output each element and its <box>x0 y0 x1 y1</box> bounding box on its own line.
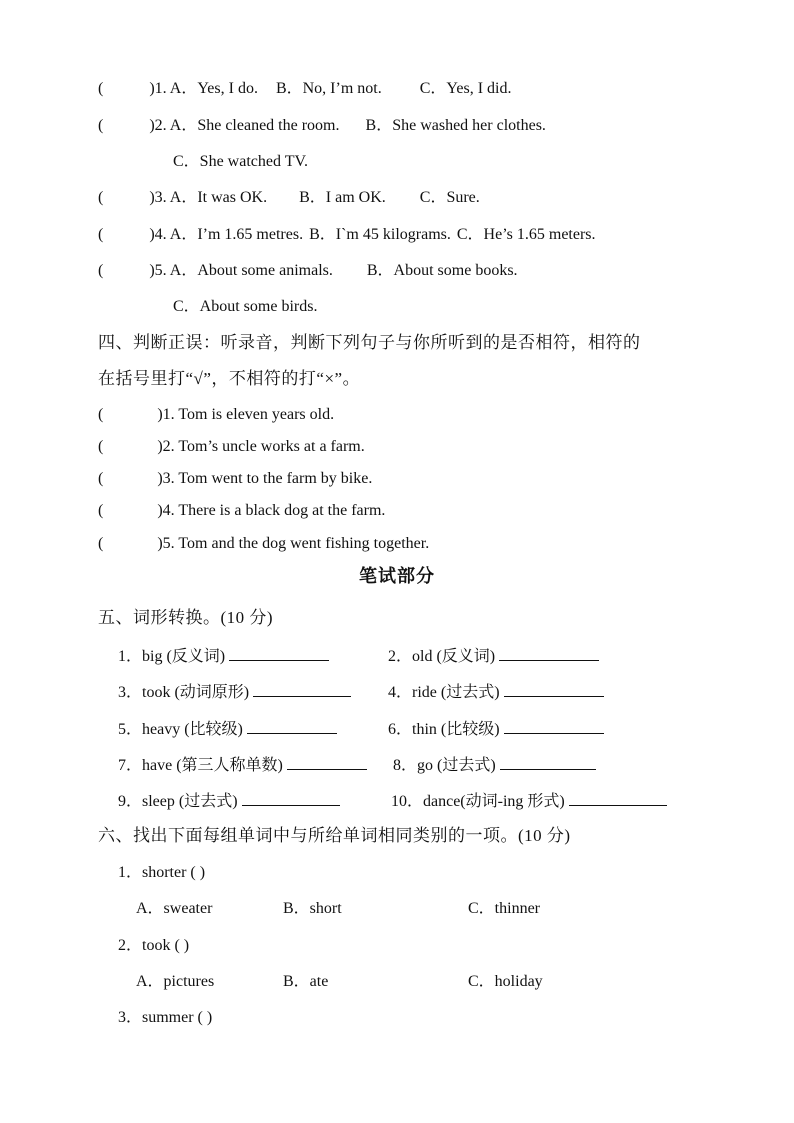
option-a: )3. A．It was OK. <box>149 189 268 206</box>
section5-heading: 五、词形转换。(10 分) <box>98 608 274 627</box>
answer-blank[interactable] <box>499 645 599 661</box>
category-stem[interactable]: 2．took ( ) <box>118 937 190 954</box>
word-form-item: 3．took (动词原形) <box>118 681 351 703</box>
answer-paren[interactable]: ( <box>98 189 104 206</box>
option-c: C．He’s 1.65 meters. <box>456 226 596 243</box>
category-stem[interactable]: 1．shorter ( ) <box>118 864 206 881</box>
option-b: B．I`m 45 kilograms. <box>309 226 451 243</box>
q3-5-c <box>173 297 317 317</box>
section4-heading: 四、判断正误：听录音，判断下列句子与你所听到的是否相符，相符的 <box>98 333 641 352</box>
option-b: B．About some books. <box>366 262 518 279</box>
judge-item <box>98 534 429 554</box>
judge-item <box>98 405 334 425</box>
category-stem[interactable]: 3．summer ( ) <box>118 1009 213 1026</box>
category-option-b: B．short <box>283 900 342 917</box>
option-c: C．Sure. <box>419 189 480 206</box>
category-option-a: A．pictures <box>136 973 215 990</box>
category-option-c: C．holiday <box>468 973 543 990</box>
statement: )4. There is a black dog at the farm. <box>157 502 386 519</box>
option-b: B．I am OK. <box>299 189 386 206</box>
answer-paren[interactable]: ( <box>98 502 104 519</box>
q3-1 <box>98 79 511 99</box>
q3-2 <box>98 116 546 136</box>
word-form-item: 6．thin (比较级) <box>388 718 604 740</box>
answer-blank[interactable] <box>504 718 604 734</box>
answer-blank[interactable] <box>500 754 596 770</box>
q3-5 <box>98 261 518 281</box>
word-form-item: 4．ride (过去式) <box>388 681 604 703</box>
category-option-c: C．thinner <box>468 900 540 917</box>
category-option-b: B．ate <box>283 973 329 990</box>
answer-paren[interactable]: ( <box>98 406 104 423</box>
judge-item <box>98 469 372 489</box>
statement: )2. Tom’s uncle works at a farm. <box>157 438 365 455</box>
word-form-item: 2．old (反义词) <box>388 645 599 667</box>
statement: )3. Tom went to the farm by bike. <box>157 470 373 487</box>
answer-paren[interactable]: ( <box>98 438 104 455</box>
answer-paren[interactable]: ( <box>98 117 104 134</box>
option-a: )5. A．About some animals. <box>149 262 333 279</box>
option-c: C．Yes, I did. <box>419 80 512 97</box>
option-c: C．About some birds. <box>173 298 318 315</box>
answer-paren[interactable]: ( <box>98 80 104 97</box>
option-c: C．She watched TV. <box>173 153 308 170</box>
answer-blank[interactable] <box>253 681 351 697</box>
answer-blank[interactable] <box>247 718 337 734</box>
word-form-item: 1．big (反义词) <box>118 645 329 667</box>
answer-paren[interactable]: ( <box>98 226 104 243</box>
section4-heading-cont: 在括号里打“√”，不相符的打“×”。 <box>98 369 361 388</box>
answer-paren[interactable]: ( <box>98 470 104 487</box>
word-form-item: 8．go (过去式) <box>393 754 596 776</box>
written-part-title: 笔试部分 <box>359 566 435 587</box>
option-b: B．No, I’m not. <box>275 80 382 97</box>
answer-blank[interactable] <box>287 754 367 770</box>
word-form-item: 5．heavy (比较级) <box>118 718 337 740</box>
option-a: )2. A．She cleaned the room. <box>149 117 340 134</box>
judge-item <box>98 501 385 521</box>
answer-paren[interactable]: ( <box>98 535 104 552</box>
answer-paren[interactable]: ( <box>98 262 104 279</box>
statement: )5. Tom and the dog went fishing together. <box>157 535 430 552</box>
answer-blank[interactable] <box>569 790 667 806</box>
section6-heading: 六、找出下面每组单词中与所给单词相同类别的一项。(10 分) <box>98 826 571 845</box>
word-form-item: 7．have (第三人称单数) <box>118 754 367 776</box>
option-a: )4. A．I’m 1.65 metres. <box>149 226 304 243</box>
q3-3 <box>98 188 480 208</box>
answer-blank[interactable] <box>229 645 329 661</box>
word-form-item: 9．sleep (过去式) <box>118 790 340 812</box>
q3-2-c <box>173 152 308 172</box>
word-form-item: 10．dance(动词-ing 形式) <box>391 790 667 812</box>
category-option-a: A．sweater <box>136 900 213 917</box>
option-b: B．She washed her clothes. <box>365 117 546 134</box>
answer-blank[interactable] <box>504 681 604 697</box>
statement: )1. Tom is eleven years old. <box>157 406 335 423</box>
option-a: )1. A．Yes, I do. <box>149 80 258 97</box>
judge-item <box>98 437 365 457</box>
q3-4 <box>98 225 596 245</box>
answer-blank[interactable] <box>242 790 340 806</box>
